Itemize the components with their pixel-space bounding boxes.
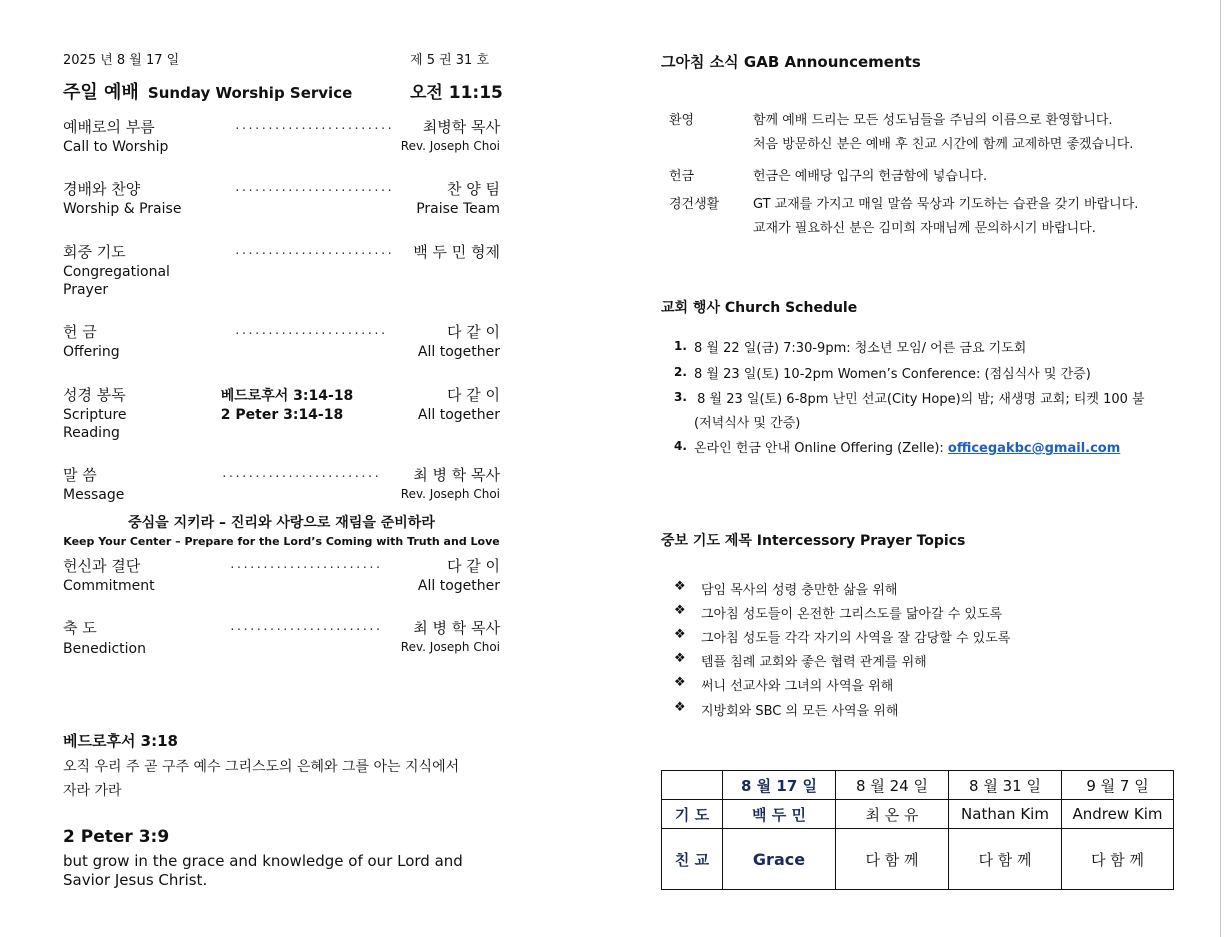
page-edge-divider (1220, 0, 1221, 937)
order-item-en: Call to Worship (63, 139, 169, 155)
order-leader-en: All together (417, 407, 500, 423)
table-date-cell: 9 월 7 일 (1062, 771, 1174, 800)
verse-reference-en: 2 Peter 3:9 (63, 827, 170, 847)
order-item-ko: 말 씀 (63, 466, 97, 484)
offering-email-link[interactable]: officegakbc@gmail.com (947, 441, 1121, 456)
announcements-title: 그아침 소식 GAB Announcements (661, 53, 921, 71)
order-item-en-line2: Reading (63, 425, 120, 441)
order-leader-ko: 찬 양 팀 (446, 180, 500, 198)
order-item-en: Congregational (63, 264, 170, 280)
order-leader-en: Praise Team (416, 201, 500, 217)
table-date-cell: 8 월 31 일 (949, 771, 1062, 800)
prayer-item: 그아침 성도들 각각 자기의 사역을 잘 감당할 수 있도록 (701, 631, 1011, 646)
scripture-reference-ko: 베드로후서 3:14-18 (220, 388, 354, 404)
order-leader-ko: 최 병 학 목사 (413, 619, 500, 637)
verse-reference-ko: 베드로후서 3:18 (63, 732, 178, 750)
order-leader-en: Rev. Joseph Choi (400, 640, 500, 654)
table-row-label: 친 교 (662, 829, 723, 890)
schedule-number: 3. (674, 390, 687, 404)
order-item-en: Commitment (63, 578, 155, 594)
table-row (662, 800, 1174, 829)
online-offering-text: 온라인 헌금 안내 Online Offering (Zelle): (694, 441, 948, 456)
order-leader-en: Rev. Joseph Choi (400, 139, 500, 153)
table-cell: 최 온 유 (836, 800, 949, 829)
prayer-item: 그아침 성도들이 온전한 그리스도를 닮아갈 수 있도록 (701, 607, 1003, 622)
order-leader-ko: 최병학 목사 (422, 118, 500, 136)
table-cell: Nathan Kim (949, 800, 1062, 829)
leader-dots: ........................ (234, 244, 393, 257)
table-cell: 다 함 께 (836, 829, 949, 890)
leader-dots: ........................ (234, 181, 393, 194)
volume-number: 제 5 권 31 호 (410, 53, 490, 68)
order-item-en-line2: Prayer (63, 282, 109, 298)
prayer-item: 담임 목사의 성령 충만한 삶을 위해 (701, 583, 898, 598)
schedule-title: 교회 행사 Church Schedule (661, 300, 858, 316)
prayer-item: 써니 선교사와 그녀의 사역을 위해 (701, 679, 894, 694)
order-leader-en: All together (417, 578, 500, 594)
order-item-ko: 헌 금 (63, 323, 97, 341)
bulletin-date: 2025 년 8 월 17 일 (63, 53, 180, 68)
prayer-item: 지방회와 SBC 의 모든 사역을 위해 (701, 704, 899, 719)
order-leader-ko: 백 두 민 형제 (413, 243, 500, 261)
duty-roster-table (661, 770, 1174, 890)
announcement-text: 처음 방문하신 분은 예배 후 친교 시간에 함께 교제하면 좋겠습니다. (753, 137, 1134, 152)
table-cell: Grace (723, 829, 836, 890)
table-cell: 다 함 께 (1062, 829, 1174, 890)
order-leader-ko: 최 병 학 목사 (413, 466, 500, 484)
table-header-row (662, 771, 1174, 800)
service-title (63, 78, 352, 104)
prayer-item: 템플 침례 교회와 좋은 협력 관계를 위해 (701, 655, 927, 670)
order-leader-en: Rev. Joseph Choi (400, 487, 500, 501)
service-title-ko: 주일 예배 (63, 82, 139, 103)
order-item-en: Offering (63, 344, 120, 360)
schedule-item-line2: (저녁식사 및 간증) (694, 416, 801, 431)
announcement-label: 헌금 (669, 169, 695, 184)
table-row (662, 829, 1174, 890)
diamond-bullet-icon: ❖ (674, 700, 686, 715)
scripture-reference-en: 2 Peter 3:14-18 (220, 407, 344, 423)
order-item-en: Benediction (63, 641, 146, 657)
announcement-text: GT 교재를 가지고 매일 말씀 묵상과 기도하는 습관을 갖기 바랍니다. (753, 197, 1139, 212)
table-cell: 다 함 께 (949, 829, 1062, 890)
diamond-bullet-icon: ❖ (674, 603, 686, 618)
order-item-ko: 축 도 (63, 619, 97, 637)
table-cell: 백 두 민 (723, 800, 836, 829)
order-leader-ko: 다 같 이 (446, 557, 500, 575)
leader-dots: ........................ (221, 467, 380, 480)
sermon-title-ko: 중심을 지키라 – 진리와 사랑으로 재림을 준비하라 (128, 515, 435, 531)
diamond-bullet-icon: ❖ (674, 651, 686, 666)
leader-dots: ....................... (234, 324, 387, 337)
order-item-en: Message (63, 487, 125, 503)
service-time: 오전 11:15 (410, 83, 503, 103)
sermon-title-en: Keep Your Center – Prepare for the Lord’s Coming with Truth and Love (63, 535, 500, 548)
schedule-number: 2. (674, 365, 687, 379)
diamond-bullet-icon: ❖ (674, 675, 686, 690)
diamond-bullet-icon: ❖ (674, 579, 686, 594)
verse-text-en-line1: but grow in the grace and knowledge of our Lord and (63, 852, 463, 870)
table-date-cell: 8 월 17 일 (723, 771, 836, 800)
table-row-label: 기 도 (662, 800, 723, 829)
order-leader-en: All together (417, 344, 500, 360)
schedule-item: 8 월 23 일(토) 10-2pm Women’s Conference: (점심식사 및 간증) (694, 367, 1091, 382)
announcement-text: 함께 예배 드리는 모든 성도님들을 주님의 이름으로 환영합니다. (753, 113, 1113, 128)
schedule-number: 4. (674, 439, 687, 453)
order-item-ko: 경배와 찬양 (63, 180, 141, 198)
prayer-title: 중보 기도 제목 Intercessory Prayer Topics (661, 533, 966, 549)
order-item-ko: 예배로의 부름 (63, 118, 155, 136)
verse-text-ko-line2: 자라 가라 (63, 783, 122, 799)
order-leader-ko: 다 같 이 (446, 323, 500, 341)
order-item-ko: 헌신과 결단 (63, 557, 141, 575)
announcement-text: 헌금은 예배당 입구의 헌금함에 넣습니다. (753, 169, 988, 184)
service-title-en: Sunday Worship Service (147, 84, 353, 102)
order-item-ko: 회중 기도 (63, 243, 126, 261)
order-item-en: Worship & Praise (63, 201, 182, 217)
order-leader-ko: 다 같 이 (446, 386, 500, 404)
table-corner-cell (662, 771, 723, 800)
leader-dots: ........................ (234, 119, 393, 132)
schedule-item (694, 437, 1120, 456)
order-item-en: Scripture (63, 407, 127, 423)
announcement-label: 경건생활 (669, 197, 720, 212)
table-date-cell: 8 월 24 일 (836, 771, 949, 800)
leader-dots: ....................... (229, 558, 382, 571)
schedule-item: 8 월 22 일(금) 7:30-9pm: 청소년 모임/ 어른 금요 기도회 (694, 341, 1027, 356)
schedule-item: 8 월 23 일(토) 6-8pm 난민 선교(City Hope)의 밤; 새생명 교회; 티켓 100 불 (693, 392, 1145, 407)
announcement-label: 환영 (669, 113, 695, 128)
schedule-number: 1. (674, 339, 687, 353)
verse-text-ko-line1: 오직 우리 주 곧 구주 예수 그리스도의 은혜와 그를 아는 지식에서 (63, 759, 460, 775)
leader-dots: ....................... (229, 620, 382, 633)
verse-text-en-line2: Savior Jesus Christ. (63, 871, 208, 889)
announcement-text: 교재가 필요하신 분은 김미희 자매님께 문의하시기 바랍니다. (753, 221, 1096, 236)
table-cell: Andrew Kim (1062, 800, 1174, 829)
order-item-ko: 성경 봉독 (63, 386, 126, 404)
diamond-bullet-icon: ❖ (674, 627, 686, 642)
